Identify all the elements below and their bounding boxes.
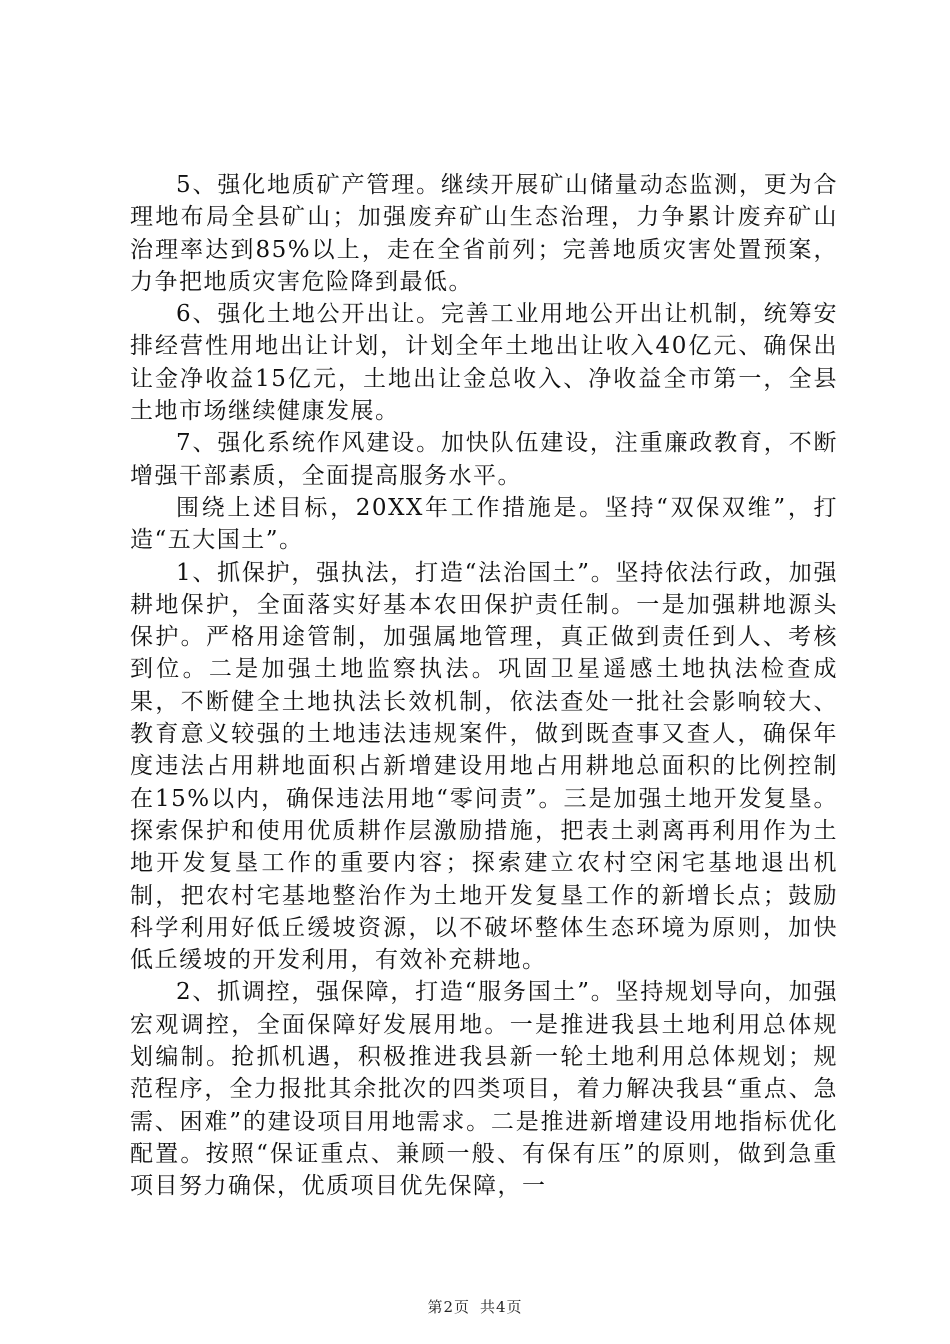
document-body xyxy=(130,169,838,1203)
page-number: 第2页 xyxy=(427,1298,470,1316)
page-total: 共4页 xyxy=(480,1298,523,1316)
page-footer xyxy=(0,1296,950,1317)
paragraph-item-5-geology: 5、强化地质矿产管理。继续开展矿山储量动态监测，更为合理地布局全县矿山；加强废弃矿山生态治理，力争累计废弃矿山治理率达到85%以上，走在全省前列；完善地质灾害处置预案，力争把地质灾害危险降到最低。 xyxy=(130,172,838,295)
paragraph-item-6-land-transfer: 6、强化土地公开出让。完善工业用地公开出让机制，统筹安排经营性用地出让计划，计划全年土地出让收入40亿元、确保出让金净收益15亿元，土地出让金总收入、净收益全市第一，全县土地市场继续健康发展。 xyxy=(130,301,838,425)
paragraph-measure-1-rule-of-law: 1、抓保护，强执法，打造“法治国土”。坚持依法行政，加强耕地保护，全面落实好基本农田保护责任制。一是加强耕地源头保护。严格用途管制，加强属地管理，真正做到责任到人、考核到位。二是加强土地监察执法。巩固卫星遥感土地执法检查成果，不断健全土地执法长效机制，依法查处一批社会影响较大、教育意义较强的土地违法违规案件，做到既查事又查人，确保年度违法占用耕地面积占新增建设用地占用耕地总面积的比例控制在15%以内，确保违法用地“零问责”。三是加强土地开发复垦。探索保护和使用优质耕作层激励措施，把表土剥离再利用作为土地开发复垦工作的重要内容；探索建立农村空闲宅基地退出机制，把农村宅基地整治作为土地开发复垦工作的新增长点；鼓励科学利用好低丘缓坡资源，以不破坏整体生态环境为原则，加快低丘缓坡的开发利用，有效补充耕地。 xyxy=(130,559,838,974)
paragraph-measures-intro: 围绕上述目标，20XX年工作措施是。坚持“双保双维”，打造“五大国土”。 xyxy=(130,494,838,554)
paragraph-item-7-work-style: 7、强化系统作风建设。加快队伍建设，注重廉政教育，不断增强干部素质，全面提高服务水平。 xyxy=(130,430,838,489)
paragraph-measure-2-service: 2、抓调控，强保障，打造“服务国土”。坚持规划导向，加强宏观调控，全面保障好发展用地。一是推进我县土地利用总体规划编制。抢抓机遇，积极推进我县新一轮土地利用总体规划；规范程序，全力报批其余批次的四类项目，着力解决我县“重点、急需、困难”的建设项目用地需求。二是推进新增建设用地指标优化配置。按照“保证重点、兼顾一般、有保有压”的原则，做到急重项目努力确保，优质项目优先保障，一 xyxy=(130,979,838,1200)
